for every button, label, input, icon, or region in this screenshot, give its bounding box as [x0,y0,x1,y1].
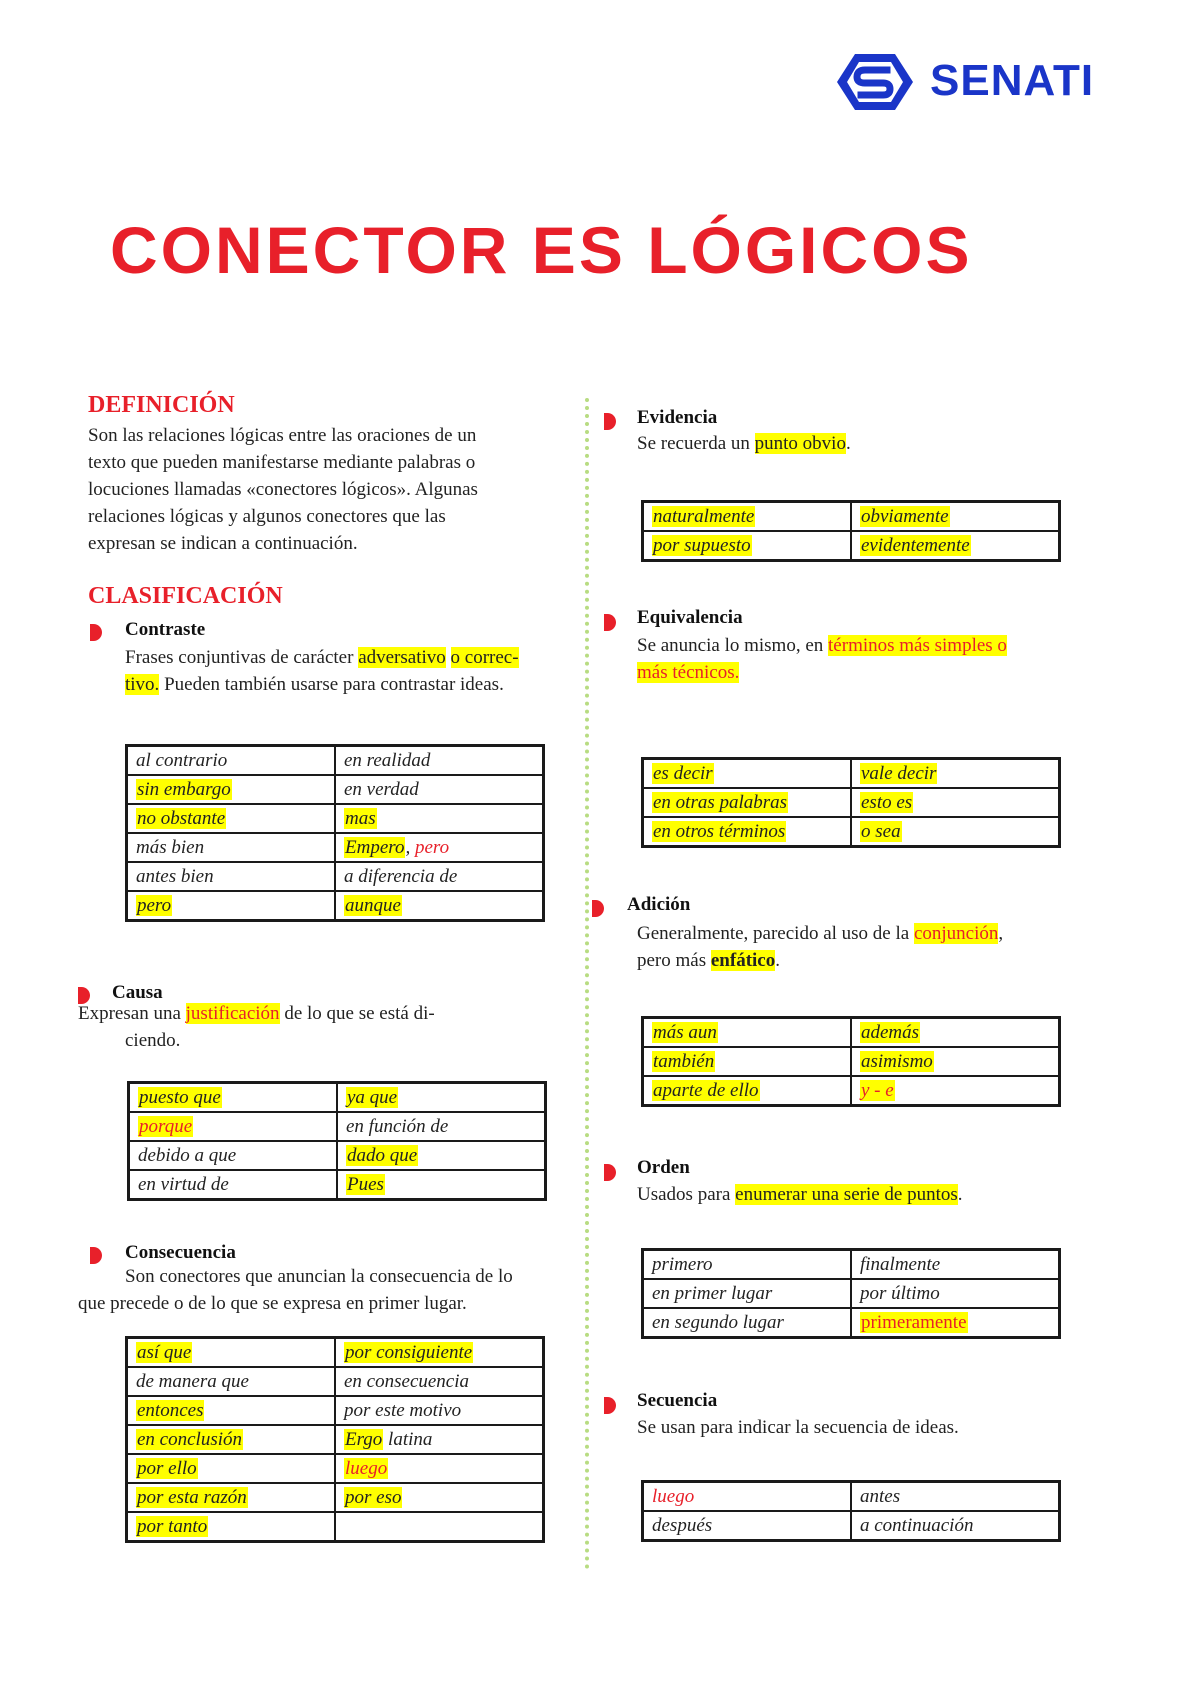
table-row [643,1047,1060,1076]
table-cell: entonces [127,1396,336,1425]
evidencia-heading: Evidencia [637,407,718,428]
secuencia-table [641,1480,1061,1542]
table-cell: por supuesto [643,531,852,561]
table-cell: en verdad [335,775,544,804]
consecuencia-text: Son conectores que anuncian la consecuencia de lo que precede o de lo que se expresa en primer lugar. [78,1266,513,1314]
table-cell: pero [127,891,336,921]
table-cell: en realidad [335,746,544,776]
adicion-heading: Adición [627,894,691,915]
table-cell: evidentemente [851,531,1060,561]
table-cell: o sea [851,817,1060,847]
causa-heading: Causa [112,982,163,1003]
table-cell: finalmente [851,1250,1060,1280]
bullet-icon [604,1164,616,1181]
table-cell: luego [643,1482,852,1512]
table-row [643,502,1060,532]
table-cell: por tanto [127,1512,336,1542]
table-cell: porque [129,1112,338,1141]
equivalencia-text: Se anuncia lo mismo, en términos más simples o más técnicos. [637,635,1007,683]
table-cell: primeramente [851,1308,1060,1338]
table-row [643,1018,1060,1048]
column-divider [585,398,589,1570]
table-cell: también [643,1047,852,1076]
table-row [643,1482,1060,1512]
table-row [127,1512,544,1542]
orden-heading: Orden [637,1157,690,1178]
table-row [127,891,544,921]
definicion-line: Son las relaciones lógicas entre las oraciones de un [88,425,477,446]
table-cell: naturalmente [643,502,852,532]
contraste-text: Frases conjuntivas de carácter adversativo o correc- tivo. Pueden también usarse para contrastar ideas. [125,647,519,695]
table-cell: por último [851,1279,1060,1308]
definicion-line: locuciones llamadas «conectores lógicos». Algunas [88,479,478,500]
table-cell [335,1512,544,1542]
causa-text: Expresan una justificación de lo que se está di- ciendo. [78,1003,435,1051]
table-cell: a continuación [851,1511,1060,1541]
table-row [127,1483,544,1512]
definicion-line: texto que pueden manifestarse mediante palabras o [88,452,476,473]
table-cell: asimismo [851,1047,1060,1076]
table-cell: mas [335,804,544,833]
orden-table [641,1248,1061,1339]
table-row [127,1425,544,1454]
equivalencia-heading: Equivalencia [637,607,743,628]
table-row [643,788,1060,817]
table-row [643,531,1060,561]
table-cell: debido a que [129,1141,338,1170]
contraste-table [125,744,545,922]
contraste-heading: Contraste [125,619,206,640]
table-row [129,1112,546,1141]
consecuencia-heading: Consecuencia [125,1242,236,1263]
causa-table [127,1081,547,1201]
table-cell: en primer lugar [643,1279,852,1308]
table-cell: no obstante [127,804,336,833]
bullet-icon [90,624,102,641]
table-cell: antes bien [127,862,336,891]
table-row [643,1076,1060,1106]
table-cell: en conclusión [127,1425,336,1454]
adicion-table [641,1016,1061,1107]
table-cell: en otras palabras [643,788,852,817]
table-row [643,817,1060,847]
table-cell: así que [127,1338,336,1368]
table-cell: Pues [337,1170,546,1200]
consecuencia-table [125,1336,545,1543]
table-row [129,1141,546,1170]
table-cell: esto es [851,788,1060,817]
adicion-text: Generalmente, parecido al uso de la conjunción, pero más enfático. [637,923,1004,971]
table-row [643,1250,1060,1280]
table-cell: dado que [337,1141,546,1170]
definicion-line: relaciones lógicas y algunos conectores que las [88,506,446,527]
table-row [127,746,544,776]
table-cell: y - e [851,1076,1060,1106]
brand-name: SENATI [930,56,1095,105]
senati-logo [835,52,1095,112]
secuencia-heading: Secuencia [637,1390,718,1411]
table-row [127,1454,544,1483]
table-row [643,1308,1060,1338]
definicion-line: expresan se indican a continuación. [88,533,358,554]
page-title: CONECTOR ES LÓGICOS [110,213,973,287]
orden-text: Usados para enumerar una serie de puntos. [637,1184,963,1205]
table-row [643,1279,1060,1308]
evidencia-table [641,500,1061,562]
table-row [127,1396,544,1425]
evidencia-text: Se recuerda un punto obvio. [637,433,851,454]
table-cell: obviamente [851,502,1060,532]
bullet-icon [604,1397,616,1414]
table-cell: por este motivo [335,1396,544,1425]
table-row [127,1338,544,1368]
table-row [127,833,544,862]
table-cell: después [643,1511,852,1541]
table-cell: aparte de ello [643,1076,852,1106]
equivalencia-table [641,757,1061,848]
table-cell: Empero, pero [335,833,544,862]
definicion-heading: DEFINICIÓN [88,392,235,418]
table-row [127,775,544,804]
table-row [127,862,544,891]
table-cell: es decir [643,759,852,789]
table-cell: primero [643,1250,852,1280]
table-cell: sin embargo [127,775,336,804]
table-row [643,1511,1060,1541]
table-cell: a diferencia de [335,862,544,891]
table-cell: luego [335,1454,544,1483]
table-cell: en segundo lugar [643,1308,852,1338]
table-row [643,759,1060,789]
bullet-icon [592,900,604,917]
table-cell: en consecuencia [335,1367,544,1396]
table-cell: antes [851,1482,1060,1512]
table-row [129,1170,546,1200]
table-cell: ya que [337,1083,546,1113]
table-cell: en función de [337,1112,546,1141]
senati-emblem-icon [835,52,915,112]
clasificacion-heading: CLASIFICACIÓN [88,583,283,609]
table-cell: en virtud de [129,1170,338,1200]
table-row [129,1083,546,1113]
table-cell: al contrario [127,746,336,776]
table-row [127,1367,544,1396]
table-cell: por eso [335,1483,544,1512]
table-cell: de manera que [127,1367,336,1396]
table-cell: aunque [335,891,544,921]
definicion-text [88,422,573,557]
bullet-icon [604,614,616,631]
table-cell: más bien [127,833,336,862]
table-cell: en otros términos [643,817,852,847]
bullet-icon [604,413,616,430]
table-cell: puesto que [129,1083,338,1113]
table-row [127,804,544,833]
table-cell: por esta razón [127,1483,336,1512]
table-cell: por ello [127,1454,336,1483]
table-cell: vale decir [851,759,1060,789]
secuencia-text: Se usan para indicar la secuencia de ideas. [637,1417,959,1438]
table-cell: Ergo latina [335,1425,544,1454]
table-cell: por consiguiente [335,1338,544,1368]
bullet-icon [90,1247,102,1264]
table-cell: además [851,1018,1060,1048]
table-cell: más aun [643,1018,852,1048]
